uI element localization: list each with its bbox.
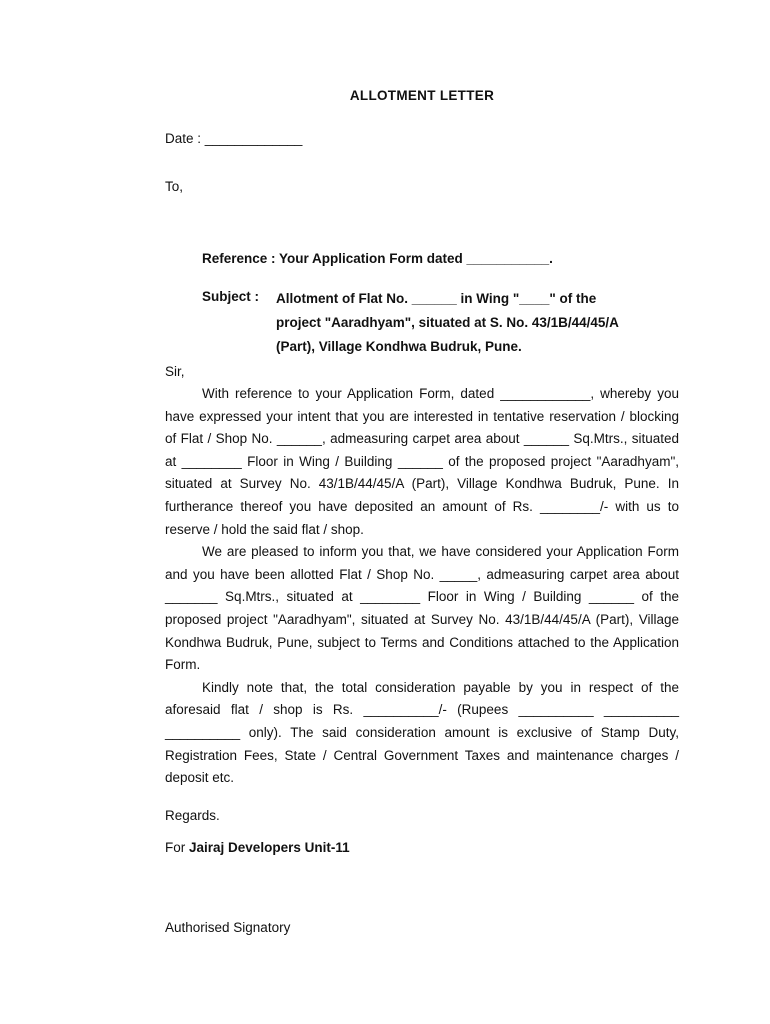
reference-line: Reference : Your Application Form dated ___________. — [202, 251, 553, 266]
authorised-signatory: Authorised Signatory — [165, 920, 291, 935]
addressee-line: To, — [165, 179, 184, 194]
regards-line: Regards. — [165, 808, 220, 823]
letter-title: ALLOTMENT LETTER — [349, 88, 495, 103]
body-paragraph-consideration: Kindly note that, the total consideration payable by you in respect of the aforesaid flat / shop is Rs. __________/- (Rupees __________ __________ __________ only). The said consideration amount is exclusive of Stamp Duty, Registration Fees, State / Central Government Taxes and maintenance charges / deposit etc. — [165, 679, 679, 786]
subject-label: Subject : — [202, 289, 260, 304]
company-name: Jairaj Developers Unit-11 — [189, 840, 350, 855]
salutation: Sir, — [165, 364, 185, 379]
body-paragraph-allotment: We are pleased to inform you that, we have considered your Application Form and you have been allotted Flat / Shop No. _____, admeasuring carpet area about _______ Sq.Mtrs., situated at ________ Floor in Wing / Building ______ of the proposed project "Aaradhyam", situated at Survey No. 43/1B/44/45/A (Part), Village Kondhwa Budruk, Pune, subject to Terms and Conditions attached to the Application Form. — [165, 544, 679, 673]
subject-block — [202, 289, 656, 361]
subject-line: (Part), Village Kondhwa Budruk, Pune. — [276, 339, 522, 354]
subject-line: project "Aaradhyam", situated at S. No. 43/1B/44/45/A — [276, 315, 619, 330]
subject-line: Allotment of Flat No. ______ in Wing "____" of the — [276, 291, 597, 306]
date-line: Date : _____________ — [165, 131, 303, 146]
for-prefix: For — [165, 840, 190, 855]
subject-text — [276, 289, 656, 361]
company-line — [165, 840, 350, 855]
letter-body — [165, 383, 679, 790]
body-paragraph-application: With reference to your Application Form, dated ____________, whereby you have expressed your intent that you are interested in tentative reservation / blocking of Flat / Shop No. ______, admeasuring carpet area about ______ Sq.Mtrs., situated at ________ Floor in Wing / Building ______ of the proposed project "Aaradhyam", situated at Survey No. 43/1B/44/45/A (Part), Village Kondhwa Budruk, Pune. In furtherance thereof you have deposited an amount of Rs. ________/- with us to reserve / hold the said flat / shop. — [165, 386, 679, 537]
